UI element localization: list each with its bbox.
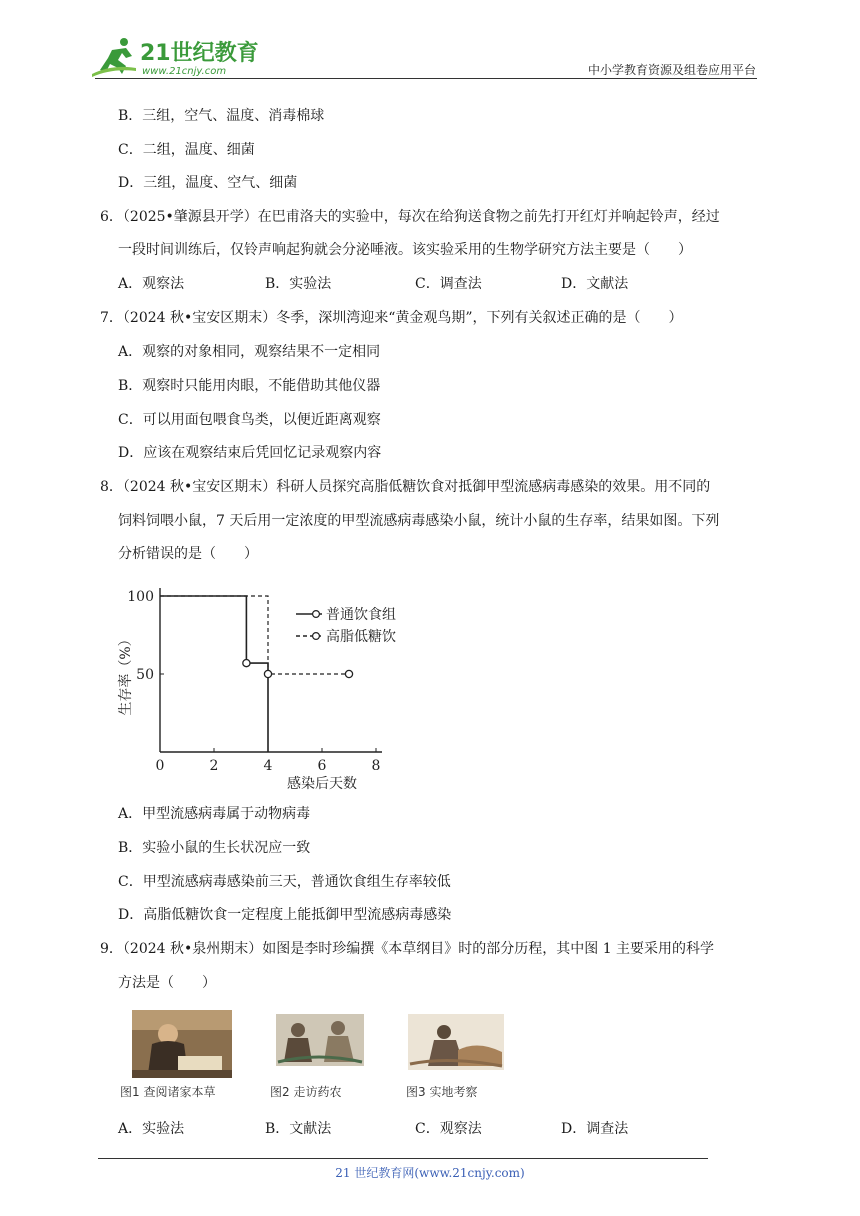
- fig3-caption: 图3 实地考察: [406, 1085, 478, 1099]
- q8-option-c: C．甲型流感病毒感染前三天，普通饮食组生存率较低: [118, 874, 451, 890]
- x-tick-label-4: 4: [263, 758, 273, 774]
- prev-option-d: D．三组，温度、空气、细菌: [118, 175, 298, 191]
- legend-marker-1: [313, 633, 320, 640]
- q8-stem-line2: 饲料饲喂小鼠，7 天后用一定浓度的甲型流感病毒感染小鼠，统计小鼠的生存率，结果如图。下列: [118, 513, 720, 529]
- q6-stem-line1: 6．（2025•肇源县开学）在巴甫洛夫的实验中，每次在给狗送食物之前先打开红灯并响起铃声，经过: [100, 209, 720, 225]
- q6-option-c: C．调查法: [415, 276, 482, 292]
- q7-option-a: A．观察的对象相同，观察结果不一定相同: [118, 344, 381, 360]
- q9-figures: [118, 1004, 518, 1108]
- footer-rule: [98, 1158, 708, 1159]
- y-axis-label: 生存率（%）: [118, 632, 134, 716]
- prev-option-b: B．三组，空气、温度、消毒棉球: [118, 108, 325, 124]
- q7-option-b: B．观察时只能用肉眼，不能借助其他仪器: [118, 378, 381, 394]
- legend-label-0: 普通饮食组: [326, 607, 396, 623]
- q6-option-a: A．观察法: [118, 276, 185, 292]
- series-1-marker-1: [345, 670, 352, 677]
- q8-option-a: A．甲型流感病毒属于动物病毒: [118, 806, 311, 822]
- fig3-field-study-image: [408, 1014, 504, 1070]
- legend-marker-0: [313, 611, 320, 618]
- q6-option-b: B．实验法: [265, 276, 332, 292]
- q9-option-b: B．文献法: [265, 1121, 332, 1137]
- series-0-marker-0: [243, 659, 250, 666]
- x-tick-label-2: 2: [209, 758, 219, 774]
- platform-title: 中小学教育资源及组卷应用平台: [587, 63, 756, 77]
- q9-option-c: C．观察法: [415, 1121, 482, 1137]
- q9-stem-line2: 方法是（ ）: [118, 975, 216, 991]
- q8-option-d: D．高脂低糖饮食一定程度上能抵御甲型流感病毒感染: [118, 907, 452, 923]
- q6-stem-line2: 一段时间训练后，仅铃声响起狗就会分泌唾液。该实验采用的生物学研究方法主要是（ ）: [118, 242, 692, 258]
- q9-option-a: A．实验法: [118, 1121, 185, 1137]
- legend-label-1: 高脂低糖饮: [326, 629, 396, 645]
- footer-text: 21 世纪教育网(www.21cnjy.com): [335, 1166, 525, 1180]
- q7-option-c: C．可以用面包喂食鸟类，以便近距离观察: [118, 412, 381, 428]
- q8-option-b: B．实验小鼠的生长状况应一致: [118, 840, 311, 856]
- y-tick-label-50: 50: [136, 667, 154, 683]
- q8-stem-line3: 分析错误的是（ ）: [118, 546, 258, 562]
- header-rule: [95, 78, 757, 79]
- x-axis-label: 感染后天数: [287, 776, 357, 792]
- fig2-caption: 图2 走访药农: [270, 1085, 342, 1099]
- y-tick-label-100: 100: [127, 589, 154, 605]
- fig2-visiting-farmers-image: [276, 1014, 364, 1066]
- q7-option-d: D．应该在观察结束后凭回忆记录观察内容: [118, 445, 382, 461]
- logo-text: 21世纪教育: [140, 41, 259, 66]
- q9-stem-line1: 9．（2024 秋•泉州期末）如图是李时珍编撰《本草纲目》时的部分历程，其中图 1 主要采用的科学: [100, 941, 715, 957]
- q9-option-d: D．调查法: [561, 1121, 629, 1137]
- series-line-0: [160, 596, 268, 752]
- runner-icon: [92, 38, 136, 77]
- series-1-marker-0: [264, 670, 271, 677]
- prev-option-c: C．二组，温度、细菌: [118, 142, 255, 158]
- fig1-caption: 图1 查阅诸家本草: [120, 1085, 216, 1099]
- x-tick-label-6: 6: [317, 758, 327, 774]
- survival-chart: [112, 570, 422, 800]
- x-tick-label-8: 8: [371, 758, 381, 774]
- q8-stem-line1: 8．（2024 秋•宝安区期末）科研人员探究高脂低糖饮食对抵御甲型流感病毒感染的效果。用不同的: [100, 479, 711, 495]
- q6-option-d: D．文献法: [561, 276, 629, 292]
- x-tick-label-0: 0: [155, 758, 165, 774]
- fig1-reading-scholar-image: [132, 1010, 232, 1078]
- logo-url: www.21cnjy.com: [142, 66, 227, 77]
- site-logo: [92, 34, 262, 80]
- q7-stem: 7．（2024 秋•宝安区期末）冬季，深圳湾迎来“黄金观鸟期”，下列有关叙述正确的是（ ）: [100, 310, 683, 326]
